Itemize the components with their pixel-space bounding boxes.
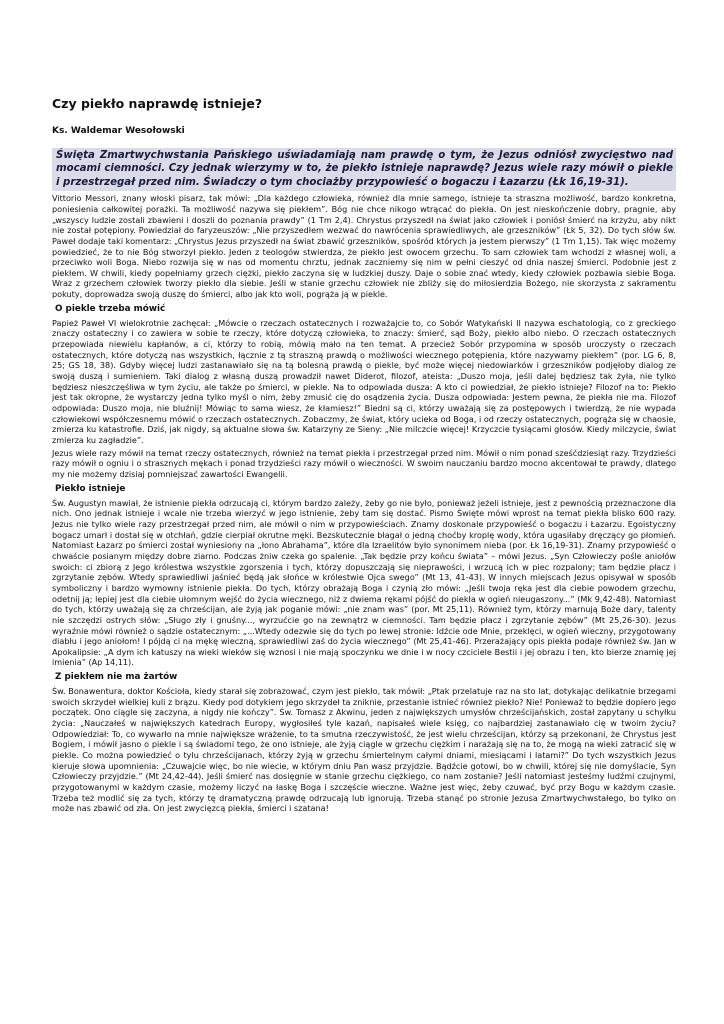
article-lead: Święta Zmartwychwstania Pańskiego uświadamiają nam prawdę o tym, że Jezus odniósł zwycięstwo nad mocami ciemności. Czy jednak wierzymy w to, że piekło istnieje naprawdę? Jezus wiele razy mówił o piekle i przestrzegał przed nim. Świadczy o tym chociażby przypowieść o bogaczu i Łazarzu (Łk 16,19-31). [52,148,676,191]
section-heading: Z piekłem nie ma żartów [55,672,178,683]
section-heading: O piekle trzeba mówić [55,303,166,314]
section-paragraph: Św. Augustyn mawiał, że istnienie piekła odrzucają ci, którym bardzo zależy, żeby go nie było, ponieważ jeżeli istnieje, jest z pewnością przeznaczone dla nich. Ono jednak istnieje i wcale nie trzeba wierzyć w jego istnienie, żeby tam się dostać. Pismo Święte mówi wprost na temat piekła blisko 600 razy. Jezus nie tylko wiele razy przestrzegał przed nim, ale mówił o nim w przypowieściach. Znamy doskonale przypowieść o bogaczu i Łazarzu. Egoistyczny bogacz umarł i dostał się w otchłań, gdzie cierpiał okrutne męki. Bezskutecznie błagał o jedną choćby kroplę wody, która ugasiłaby dręczący go płomień. Natomiast Łazarz po śmierci został wyniesiony na „łono Abrahama”, które dla Izraelitów było synonimem nieba (por. Łk 16,19-31). Znamy przypowieść o chwaście posianym między dobre ziarno. Podczas żniw czeka go spalenie. „Tak będzie przy końcu świata” – mówi Jezus. „Syn Człowieczy pośle aniołów swoich: ci zbiorą z Jego królestwa wszystkie zgorszenia i tych, którzy dopuszczają się nieprawości, i wrzucą ich w piec rozpalony; tam będzie płacz i zgrzytanie zębów. Wtedy sprawiedliwi jaśnieć będą jak słońce w królestwie Ojca swego” (Mt 13, 41-43). W innych miejscach Jezus opisywał w sposób symboliczny i bardzo wymowny istnienie piekła. Do tych, którzy obrażają Boga i czynią zło mówi: „Jeśli twoja ręka jest dla ciebie powodem grzechu, odetnij ją; lepiej jest dla ciebie ułomnym wejść do życia wiecznego, niż z dwiema rękami pójść do piekła w ogień nieugaszony...” (Mk 9,42-48). Natomiast do tych, którzy uważają się za chrześcijan, ale żyją jak poganie mówi: „nie znam was” (por. Mt 25,11). Również tym, którzy marnują Boże dary, talenty nie szczędzi ostrych słów: „Sługo zły i gnuśny..., wyrzućcie go na zewnątrz w ciemności. Tam będzie płacz i zgrzytanie zębów” (Mt 25,26-30). Jezus wyraźnie mówi również o sądzie ostatecznym: „...Wtedy odezwie się do tych po lewej stronie: Idźcie ode Mnie, przeklęci, w ogień wieczny, przygotowany diabłu i jego aniołom! I pójdą ci na mękę wieczną, sprawiedliwi zaś do życia wiecznego” (Mt 25,41-46). Przerażający opis piekła podaje również św. Jan w Apokalipsie: „A dym ich katuszy na wieki wieków się wznosi i nie mają spoczynku we dnie i w nocy czciciele Bestii i jej obrazu i ten, kto bierze znamię jej imienia” (Ap 14,11). [52,497,676,668]
intro-paragraph: Vittorio Messori, znany włoski pisarz, tak mówi: „Dla każdego człowieka, również dla mnie samego, istnieje ta straszna możliwość, bardzo konkretna, poniesienia całkowitej porażki. Ta możliwość nazywa się piekłem”. Bóg nie chce nikogo wtrącać do piekła. On jest nieskończenie dobry, pragnie, aby „wszyscy ludzie zostali zbawieni i doszli do poznania prawdy” (1 Tm 2,4). Chrystus przyszedł na świat jako człowiek i poniósł śmierć na krzyżu, aby nikt nie został potępiony. Powiedział do faryzeuszów: „Nie przyszedłem wezwać do nawrócenia sprawiedliwych, ale grzeszników” (Łk 5, 32). Do tych słów św. Paweł dodaje taki komentarz: „Chrystus Jezus przyszedł na świat zbawić grzeszników, spośród których ja jestem pierwszy” (1 Tm 1,15). Tak więc możemy powiedzieć, że to nie Bóg stworzył piekło. Jeden z teologów stwierdza, że piekło jest owocem grzechu. To sam człowiek tam wchodzi z własnej woli, a przeciwko woli Boga. Niebo rozwija się w nas od momentu chrztu, jednak zaczniemy się nim w pełni cieszyć od dnia naszej śmierci. Podobnie jest z piekłem. W chwili, kiedy popełniamy grzech ciężki, piekło zaczyna się w ludzkiej duszy. Daje o sobie znać wtedy, kiedy człowiek pozbawia siebie Boga. Wraz z grzechem człowiek tworzy piekło dla siebie. Jeśli w stanie grzechu człowiek nie zbliży się do miłosierdzia Bożego, nie skorzysta z sakramentu pokuty, doprowadza swoją duszę do śmierci, albo jak kto woli, pogrąża ją w piekle. [52,193,676,300]
article-author: Ks. Waldemar Wesołowski [52,126,185,136]
section-heading: Piekło istnieje [55,483,126,494]
article-title: Czy piekło naprawdę istnieje? [52,96,263,111]
section-paragraph: Jezus wiele razy mówił na temat rzeczy ostatecznych, również na temat piekła i przestrzegał przed nim. Mówił o nim ponad sześćdziesiąt razy. Trzydzieści razy mówił o ogniu i o strasznych mękach i ponad trzydzieści razy mówił o wieczności. W swoim nauczaniu bardzo mocno akcentował te prawdy, dlatego my nie możemy dzisiaj pomniejszać zawartości Ewangelii. [52,447,676,479]
article-page [52,0,676,814]
section-paragraph: Św. Bonawentura, doktor Kościoła, kiedy starał się zobrazować, czym jest piekło, tak mówił: „Ptak przelatuje raz na sto lat, dotykając delikatnie brzegami swoich skrzydeł wielkiej kuli z brązu. Kiedy pod dotykiem jego skrzydeł ta zniknie, przestanie istnieć również piekło? Nie! Ponieważ to będzie dopiero jego początek. Ono ciągle się zaczyna, a nigdy nie kończy”. Św. Tomasz z Akwinu, jeden z największych umysłów chrześcijańskich, został zapytany u schyłku życia: „Nauczałeś w największych katedrach Europy, wygłosiłeś tyle kazań, napisałeś wiele księg, co najbardziej zastanawiało cię w twoim życiu? Odpowiedział: To, co wywarło na mnie największe wrażenie, to ta smutna rzeczywistość, że jest wielu chrześcijan, którzy są przekonani, że Chrystus jest Bogiem, i mówił jasno o piekle i są świadomi tego, że ono istnieje, ale żyją ciągle w grzechu ciężkim i narażają się na to, że mogą na wieki zatracić się w piekle. Co można powiedzieć o tylu chrześcijanach, którzy żyją w grzechu śmiertelnym całymi dniami, miesiącami i latami?” Do tych wszystkich Jezus kieruje słowa upomnienia: „Czuwajcie więc, bo nie wiecie, w którym dniu Pan wasz przyjdzie. Bądźcie gotowi, bo w chwili, której się nie domyślacie, Syn Człowieczy przyjdzie.” (Mt 24,42-44). Jeśli śmierć nas dosięgnie w stanie grzechu ciężkiego, co nam zostanie? Jeśli natomiast jesteśmy ludźmi czujnymi, przygotowanymi w każdym czasie, możemy liczyć na łaskę Boga i szczęście wieczne. Ważne jest więc, żeby czuwać, być przy Bogu w każdym czasie. Trzeba też modlić się za tych, którzy tę dramatyczną prawdę odrzucają lub ignorują. Trzeba stanąć po stronie Jezusa Zmartwychwstałego, bo tylko on może nas zbawić od zła. On jest zwycięzcą piekła, śmierci i szatana! [52,686,676,814]
section-paragraph: Papież Paweł VI wielokrotnie zachęcał: „Mówcie o rzeczach ostatecznych i rozważajcie to, co Sobór Watykański II nazywa eschatologią, co z greckiego znaczy ostateczny i co zawiera w sobie te rzeczy, które dotyczą człowieka, to znaczy: śmierć, sąd Boży, piekło albo niebo. O rzeczach ostatecznych przepowiada niewielu kapłanów, a ci, którzy to robią, mówią mało na ten temat. A przecież Sobór przypomina w sposób uroczysty o rzeczach ostatecznych, które dotyczą nas wszystkich, łącznie z tą straszną prawdą o możliwości wiecznego potępienia, które nazywamy piekłem” (por. LG 6, 8, 25; GS 18, 38). Gdyby więcej ludzi zastanawiało się na tą bolesną prawdą o piekle, być może więcej niedowiarków i grzeszników podjęłoby dialog ze swoją duszą i sumieniem. Taki dialog z własną duszą prowadził nawet Diderot, filozof, ateista: „Duszo moja, jeśli dalej będziesz tak żyła, nie tylko będziesz nieszczęśliwa w tym życiu, ale także po śmierci, w piekle. Na to odpowiada dusza: A kto ci powiedział, że piekło istnieje? Filozof na to: Piekło jest tak okropne, że wystarczy jedna tylko myśl o nim, żeby zmusić cię do osądzenia życia. Dusza odpowiada: Jestem pewna, że piekła nie ma. Filozof odpowiada: Duszo moja, nie bluźnij! Mówiąc to sama wiesz, że kłamiesz!” Biedni są ci, którzy uważają się za postępowych i twierdzą, że nie wypada człowiekowi współczesnemu mówić o rzeczach ostatecznych. Zobaczmy, że świat, który ucieka od Boga, i od rzeczy ostatecznych, pogrąża się w chaosie, zmierza ku katastrofie. Dziś, jak nigdy, są aktualne słowa św. Katarzyny ze Sieny: „Nie milczcie więcej! Krzyczcie tysiącami głosów. Kiedy milczycie, świat zmierza ku zagładzie”. [52,317,676,445]
